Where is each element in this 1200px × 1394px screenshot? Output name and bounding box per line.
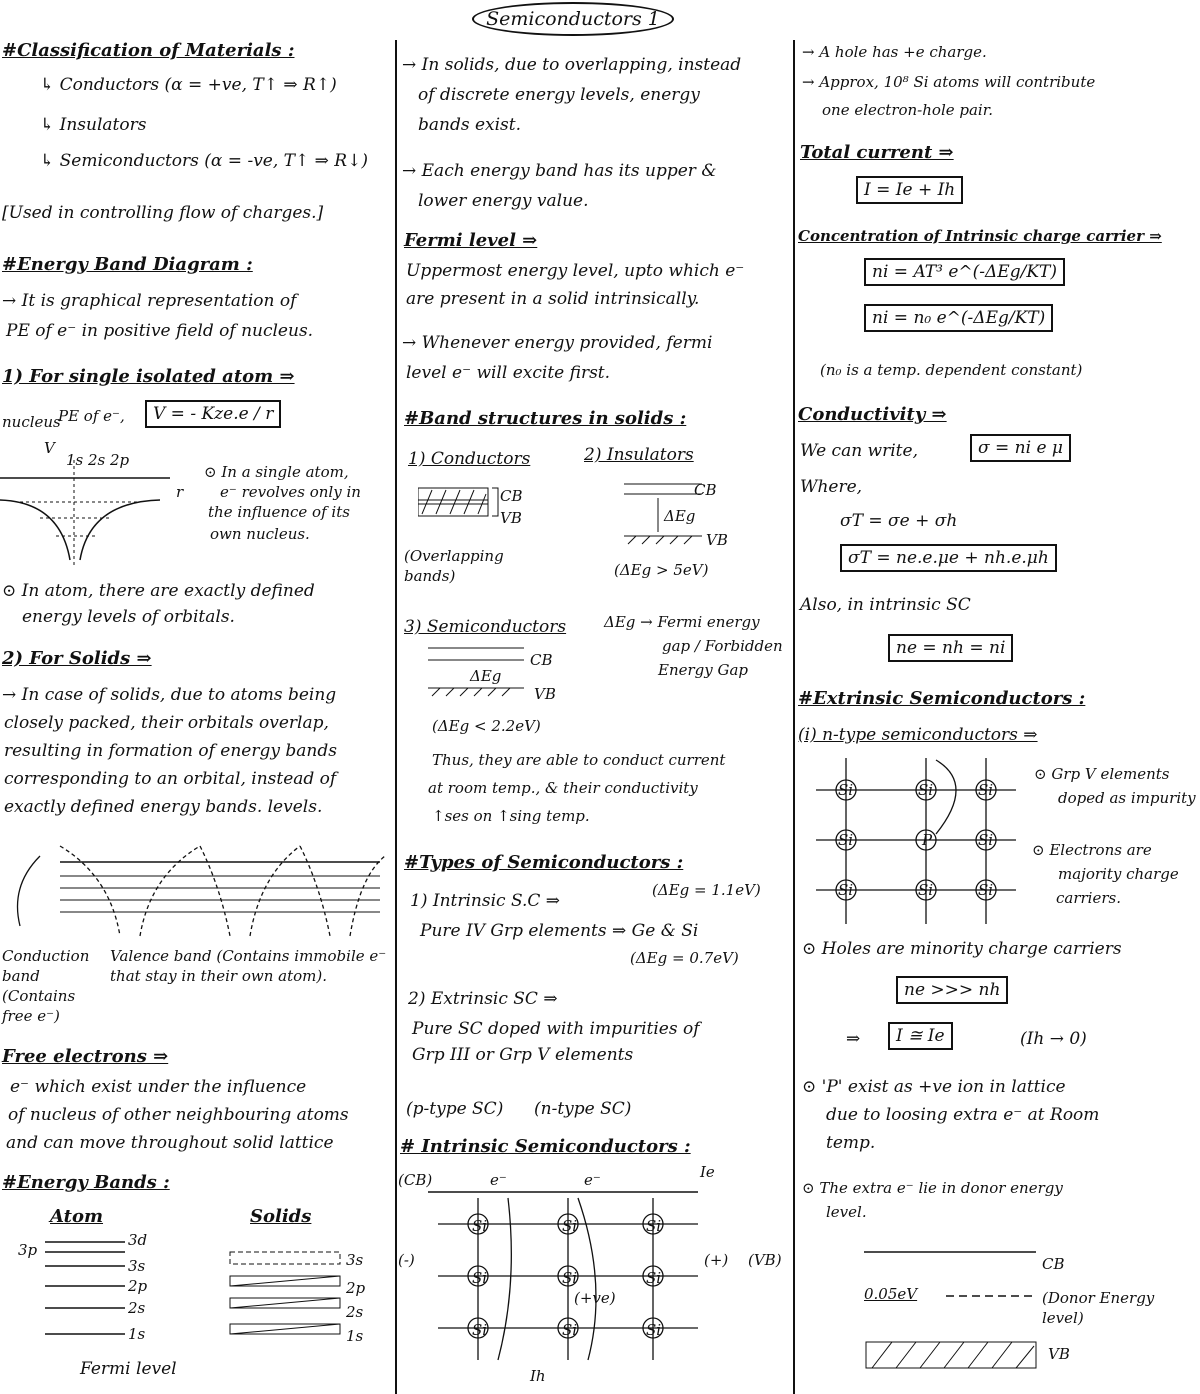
- potential-well-diagram: [0, 460, 200, 570]
- text: Uppermost energy level, upto which e⁻: [406, 261, 745, 281]
- text: doped as impurity: [1058, 789, 1196, 807]
- p-type-label: (p-type SC): [406, 1099, 504, 1119]
- n-type-label: (n-type SC): [534, 1099, 632, 1119]
- vb-label: VB: [500, 509, 522, 527]
- text: Also, in intrinsic SC: [800, 595, 971, 615]
- band-1s: 1s: [346, 1327, 364, 1345]
- heading-total-current: Total current ⇒: [800, 142, 954, 163]
- text: σT = σe + σh: [840, 511, 958, 531]
- total-current-formula: I = Ie + Ih: [856, 176, 963, 204]
- concentration-formula-1: ni = AT³ e^(-ΔEg/KT): [864, 258, 1065, 286]
- cb-label: (CB): [398, 1171, 433, 1189]
- pe-label: PE of e⁻,: [58, 407, 125, 425]
- valence-band-label: Valence band (Contains immobile e⁻ that stay in their own atom).: [110, 947, 387, 985]
- band-3s: 3s: [346, 1251, 364, 1269]
- text: Thus, they are able to conduct current: [432, 751, 726, 769]
- text: ⊙ In a single atom,: [204, 463, 349, 481]
- heading-energy-band: #Energy Band Diagram :: [2, 254, 253, 275]
- text: temp.: [826, 1133, 876, 1153]
- nucleus-label: nucleus: [2, 413, 61, 431]
- si-atom: Si: [918, 881, 934, 899]
- insulators-label: 2) Insulators: [584, 445, 694, 465]
- ie-label: Ie: [700, 1163, 715, 1181]
- text: 1) Intrinsic S.C ⇒: [410, 891, 561, 911]
- hole-label: (+ve): [574, 1289, 616, 1307]
- level-1s: 1s: [128, 1325, 146, 1343]
- n-type-heading: (i) n-type semiconductors ⇒: [798, 725, 1038, 745]
- electron-label: e⁻: [490, 1171, 507, 1189]
- conductors-label: 1) Conductors: [408, 449, 531, 469]
- text: ΔEg → Fermi energy: [604, 613, 760, 631]
- si-atom: Si: [838, 781, 854, 799]
- text: resulting in formation of energy bands: [4, 741, 337, 761]
- atom-label: Atom: [50, 1206, 104, 1227]
- heading-solids: 2) For Solids ⇒: [2, 648, 152, 669]
- level-2p: 2p: [128, 1277, 148, 1295]
- text: → In case of solids, due to atoms being: [2, 685, 337, 705]
- column-1: [0, 40, 392, 1394]
- column-divider: [395, 40, 397, 1394]
- text: ⊙ Holes are minority charge carriers: [802, 939, 1122, 959]
- si-atom: Si: [978, 831, 994, 849]
- heading-conductivity: Conductivity ⇒: [798, 404, 947, 425]
- vb-label: VB: [1048, 1345, 1070, 1363]
- level-2s: 2s: [128, 1299, 146, 1317]
- concentration-formula-2: ni = n₀ e^(-ΔEg/KT): [864, 304, 1053, 332]
- text: and can move throughout solid lattice: [6, 1133, 334, 1153]
- semiconductors-label: 3) Semiconductors: [404, 617, 567, 637]
- solids-label: Solids: [250, 1206, 312, 1227]
- text: ⊙ The extra e⁻ lie in donor energy: [802, 1179, 1063, 1197]
- si-atom: Si: [472, 1321, 488, 1339]
- text: [Used in controlling flow of charges.]: [2, 203, 324, 223]
- total-conductivity-formula: σT = ne.e.μe + nh.e.μh: [840, 544, 1057, 572]
- column-divider: [793, 40, 795, 1394]
- text: ⊙ Grp V elements: [1034, 765, 1170, 783]
- text: one electron-hole pair.: [822, 101, 994, 119]
- si-atom: Si: [562, 1321, 578, 1339]
- v-label: V: [44, 439, 55, 457]
- text: are present in a solid intrinsically.: [406, 289, 700, 309]
- fermi-level-label: Fermi level: [80, 1359, 177, 1379]
- si-atom: Si: [472, 1217, 488, 1235]
- text: due to loosing extra e⁻ at Room: [826, 1105, 1100, 1125]
- vb-label: VB: [706, 531, 728, 549]
- page-title: Semiconductors 1: [472, 2, 674, 36]
- text: PE of e⁻ in positive field of nucleus.: [6, 321, 314, 341]
- text: 2) Extrinsic SC ⇒: [408, 989, 558, 1009]
- donor-gap-label: 0.05eV: [864, 1285, 918, 1303]
- carrier-equality-formula: ne = nh = ni: [888, 634, 1013, 662]
- text: of discrete energy levels, energy: [418, 85, 700, 105]
- plus-label: (+): [704, 1251, 729, 1269]
- level-3p: 3p: [18, 1241, 38, 1259]
- eg-ge: (ΔEg = 0.7eV): [630, 949, 739, 967]
- text: We can write,: [800, 441, 918, 461]
- vb-label: (VB): [748, 1251, 782, 1269]
- eg-insulator: (ΔEg > 5eV): [614, 561, 709, 579]
- r-label: r: [176, 483, 184, 501]
- si-atom: Si: [646, 1269, 662, 1287]
- text: carriers.: [1056, 889, 1121, 907]
- p-atom: P: [922, 831, 933, 849]
- heading-free-electrons: Free electrons ⇒: [2, 1046, 169, 1067]
- text: bands exist.: [418, 115, 522, 135]
- si-atom: Si: [918, 781, 934, 799]
- majority-formula: ne >>> nh: [896, 976, 1008, 1004]
- si-atom: Si: [562, 1217, 578, 1235]
- text: the influence of its: [208, 503, 350, 521]
- text: level e⁻ will excite first.: [406, 363, 611, 383]
- text: at room temp., & their conductivity: [428, 779, 698, 797]
- text: ⊙ In atom, there are exactly defined: [2, 581, 315, 601]
- donor-level-diagram: [856, 1244, 1056, 1384]
- conductivity-formula: σ = ni e μ: [970, 434, 1071, 462]
- text: → A hole has +e charge.: [802, 43, 987, 61]
- text: energy levels of orbitals.: [22, 607, 235, 627]
- text: ↳ Semiconductors (α = -ve, T↑ ⇒ R↓): [40, 151, 368, 171]
- text: → Whenever energy provided, fermi: [402, 333, 713, 353]
- ih-label: Ih: [530, 1367, 546, 1385]
- text: → Approx, 10⁸ Si atoms will contribute: [802, 73, 1096, 91]
- si-atom: Si: [646, 1217, 662, 1235]
- overlap-label: (Overlapping bands): [404, 547, 504, 585]
- band-2s: 2s: [346, 1303, 364, 1321]
- heading-extrinsic: #Extrinsic Semiconductors :: [798, 688, 1086, 709]
- si-atom: Si: [978, 881, 994, 899]
- heading-fermi-level: Fermi level ⇒: [404, 230, 538, 251]
- formula-box: V = - Kze.e / r: [145, 400, 281, 428]
- text: level.: [826, 1203, 867, 1221]
- heading-single-atom: 1) For single isolated atom ⇒: [2, 366, 295, 387]
- text: ⊙ Electrons are: [1032, 841, 1152, 859]
- band-2p: 2p: [346, 1279, 366, 1297]
- heading-concentration: Concentration of Intrinsic charge carrier ⇒: [798, 227, 1162, 245]
- heading-types: #Types of Semiconductors :: [404, 852, 684, 873]
- text: ⊙ 'P' exist as +ve ion in lattice: [802, 1077, 1066, 1097]
- text: ↑ses on ↑sing temp.: [432, 807, 590, 825]
- level-3s: 3s: [128, 1257, 146, 1275]
- current-approx-formula: I ≅ Ie: [888, 1022, 953, 1050]
- level-3d: 3d: [128, 1231, 148, 1249]
- text: Pure IV Grp elements ⇒ Ge & Si: [420, 921, 699, 941]
- cb-label: CB: [530, 651, 553, 669]
- minus-label: (-): [398, 1251, 415, 1269]
- orbital-labels: 1s 2s 2p: [66, 451, 130, 469]
- text: Where,: [800, 477, 863, 497]
- text: → It is graphical representation of: [2, 291, 297, 311]
- arrow: ⇒: [846, 1029, 861, 1049]
- solid-bands-diagram: [0, 826, 392, 946]
- electron-label: e⁻: [584, 1171, 601, 1189]
- energy-bands-diagram: [0, 1230, 392, 1360]
- si-atom: Si: [838, 831, 854, 849]
- cb-label: CB: [1042, 1255, 1065, 1273]
- cb-label: CB: [694, 481, 717, 499]
- text: Grp III or Grp V elements: [412, 1045, 634, 1065]
- cb-label: CB: [500, 487, 523, 505]
- vb-label: VB: [534, 685, 556, 703]
- eg-semi: (ΔEg < 2.2eV): [432, 717, 541, 735]
- eg-si: (ΔEg = 1.1eV): [652, 881, 761, 899]
- text: of nucleus of other neighbouring atoms: [8, 1105, 349, 1125]
- text: closely packed, their orbitals overlap,: [4, 713, 329, 733]
- column-3: [796, 40, 1200, 1394]
- text: majority charge: [1058, 865, 1179, 883]
- text: corresponding to an orbital, instead of: [4, 769, 337, 789]
- conduction-band-label: Conduction band (Contains free e⁻): [2, 947, 90, 1025]
- text: ↳ Conductors (α = +ve, T↑ ⇒ R↑): [40, 75, 337, 95]
- text: lower energy value.: [418, 191, 589, 211]
- heading-energy-bands: #Energy Bands :: [2, 1172, 170, 1193]
- text: → Each energy band has its upper &: [402, 161, 717, 181]
- text: ↳ Insulators: [40, 115, 147, 135]
- donor-level-label: (Donor Energy level): [1042, 1289, 1155, 1327]
- text: (Ih → 0): [1020, 1029, 1087, 1049]
- si-atom: Si: [562, 1269, 578, 1287]
- text: Pure SC doped with impurities of: [412, 1019, 700, 1039]
- text: exactly defined energy bands. levels.: [4, 797, 323, 817]
- si-atom: Si: [978, 781, 994, 799]
- text: e⁻ revolves only in: [220, 483, 361, 501]
- column-2: [398, 40, 790, 1394]
- text: e⁻ which exist under the influence: [10, 1077, 307, 1097]
- text: → In solids, due to overlapping, instead: [402, 55, 742, 75]
- si-atom: Si: [646, 1321, 662, 1339]
- text: Energy Gap: [658, 661, 749, 679]
- heading-intrinsic: # Intrinsic Semiconductors :: [400, 1136, 691, 1157]
- text: gap / Forbidden: [662, 637, 783, 655]
- text: (n₀ is a temp. dependent constant): [820, 361, 1083, 379]
- si-atom: Si: [472, 1269, 488, 1287]
- eg-label: ΔEg: [664, 507, 696, 525]
- eg-label: ΔEg: [470, 667, 502, 685]
- conductor-bands-icon: [418, 486, 508, 546]
- heading-classification: #Classification of Materials :: [2, 40, 295, 61]
- text: own nucleus.: [210, 525, 310, 543]
- heading-band-structures: #Band structures in solids :: [404, 408, 687, 429]
- si-atom: Si: [838, 881, 854, 899]
